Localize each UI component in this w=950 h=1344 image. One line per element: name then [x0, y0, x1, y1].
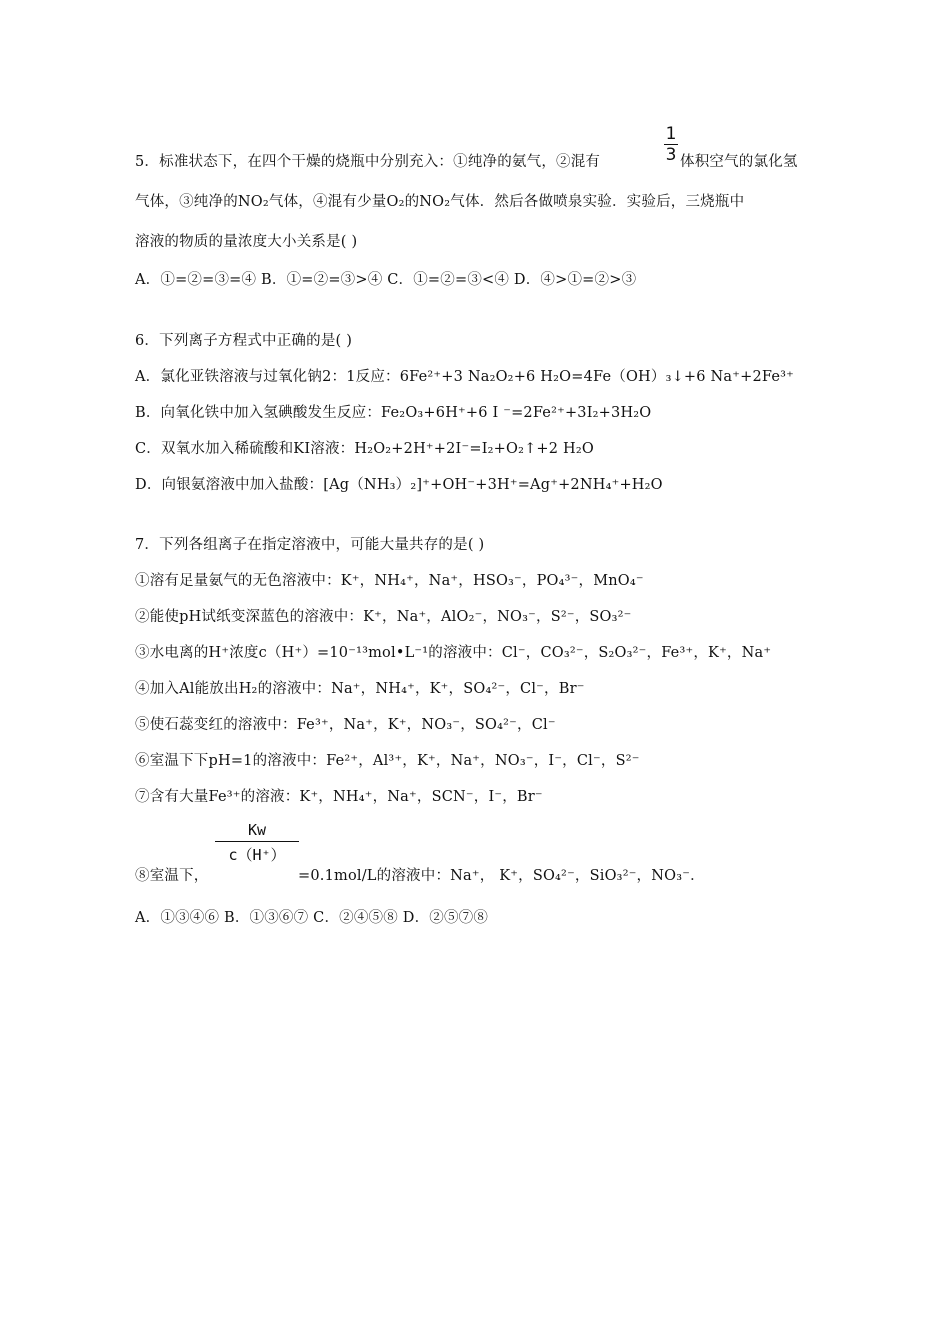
q6-option-a: A．氯化亚铁溶液与过氧化钠2：1反应：6Fe²⁺+3 Na₂O₂+6 H₂O=4Fe（OH）₃↓+6 Na⁺+2Fe³⁺	[135, 369, 794, 385]
q6-option-c: C．双氧水加入稀硫酸和KI溶液：H₂O₂+2H⁺+2I⁻=I₂+O₂↑+2 H₂O	[135, 441, 594, 457]
q6-option-b: B．向氧化铁中加入氢碘酸发生反应：Fe₂O₃+6H⁺+6 I ⁻=2Fe²⁺+3I₂+3H₂O	[135, 405, 652, 421]
q5-line2: 气体，③纯净的NO₂气体，④混有少量O₂的NO₂气体．然后各做喷泉实验．实验后，三烧瓶中	[135, 194, 745, 210]
q7-item-6: ⑥室温下下pH=1的溶液中：Fe²⁺，Al³⁺，K⁺，Na⁺，NO₃⁻，I⁻，Cl⁻，S²⁻	[135, 753, 640, 769]
q5-line3: 溶液的物质的量浓度大小关系是( )	[135, 234, 358, 250]
q7-item-2: ②能使pH试纸变深蓝色的溶液中：K⁺，Na⁺，AlO₂⁻，NO₃⁻，S²⁻，SO₃²⁻	[135, 609, 632, 625]
kw-fraction-bar	[215, 841, 299, 842]
fraction-one-third	[663, 125, 679, 164]
q5-options: A．①=②=③=④ B．①=②=③>④ C．①=②=③<④ D．④>①=②>③	[135, 272, 637, 288]
q7-item-8-prefix: ⑧室温下，	[135, 868, 209, 884]
q7-stem: 7．下列各组离子在指定溶液中，可能大量共存的是( )	[135, 537, 485, 553]
q7-item-3: ③水电离的H⁺浓度c（H⁺）=10⁻¹³mol•L⁻¹的溶液中：Cl⁻，CO₃²⁻，S₂O₃²⁻，Fe³⁺，K⁺，Na⁺	[135, 645, 772, 661]
q5-line1b: 体积空气的氯化氢	[680, 154, 798, 170]
q7-item-7: ⑦含有大量Fe³⁺的溶液：K⁺，NH₄⁺，Na⁺，SCN⁻，I⁻，Br⁻	[135, 789, 543, 805]
q7-item-5: ⑤使石蕊变红的溶液中：Fe³⁺，Na⁺，K⁺，NO₃⁻，SO₄²⁻，Cl⁻	[135, 717, 556, 733]
kw-denominator: c（H⁺）	[228, 846, 286, 864]
q7-options: A．①③④⑥ B．①③⑥⑦ C．②④⑤⑧ D．②⑤⑦⑧	[135, 910, 489, 926]
q7-item-4: ④加入Al能放出H₂的溶液中：Na⁺，NH₄⁺，K⁺，SO₄²⁻，Cl⁻，Br⁻	[135, 681, 585, 697]
kw-fraction	[215, 820, 299, 865]
q5-line1a: 5．标准状态下，在四个干燥的烧瓶中分别充入：①纯净的氨气，②混有	[135, 154, 601, 170]
q6-stem: 6．下列离子方程式中正确的是( )	[135, 333, 353, 349]
kw-numerator: Kw	[247, 821, 267, 839]
q6-option-d: D．向银氨溶液中加入盐酸：[Ag（NH₃）₂]⁺+OH⁻+3H⁺=Ag⁺+2NH₄⁺+H₂O	[135, 477, 663, 493]
fraction-numerator: 1	[665, 124, 677, 144]
q7-item-8-suffix: =0.1mol/L的溶液中：Na⁺， K⁺，SO₄²⁻，SiO₃²⁻，NO₃⁻．	[298, 868, 705, 884]
fraction-denominator: 3	[665, 145, 677, 165]
q7-item-1: ①溶有足量氨气的无色溶液中：K⁺，NH₄⁺，Na⁺，HSO₃⁻，PO₄³⁻，MnO₄⁻	[135, 573, 644, 589]
